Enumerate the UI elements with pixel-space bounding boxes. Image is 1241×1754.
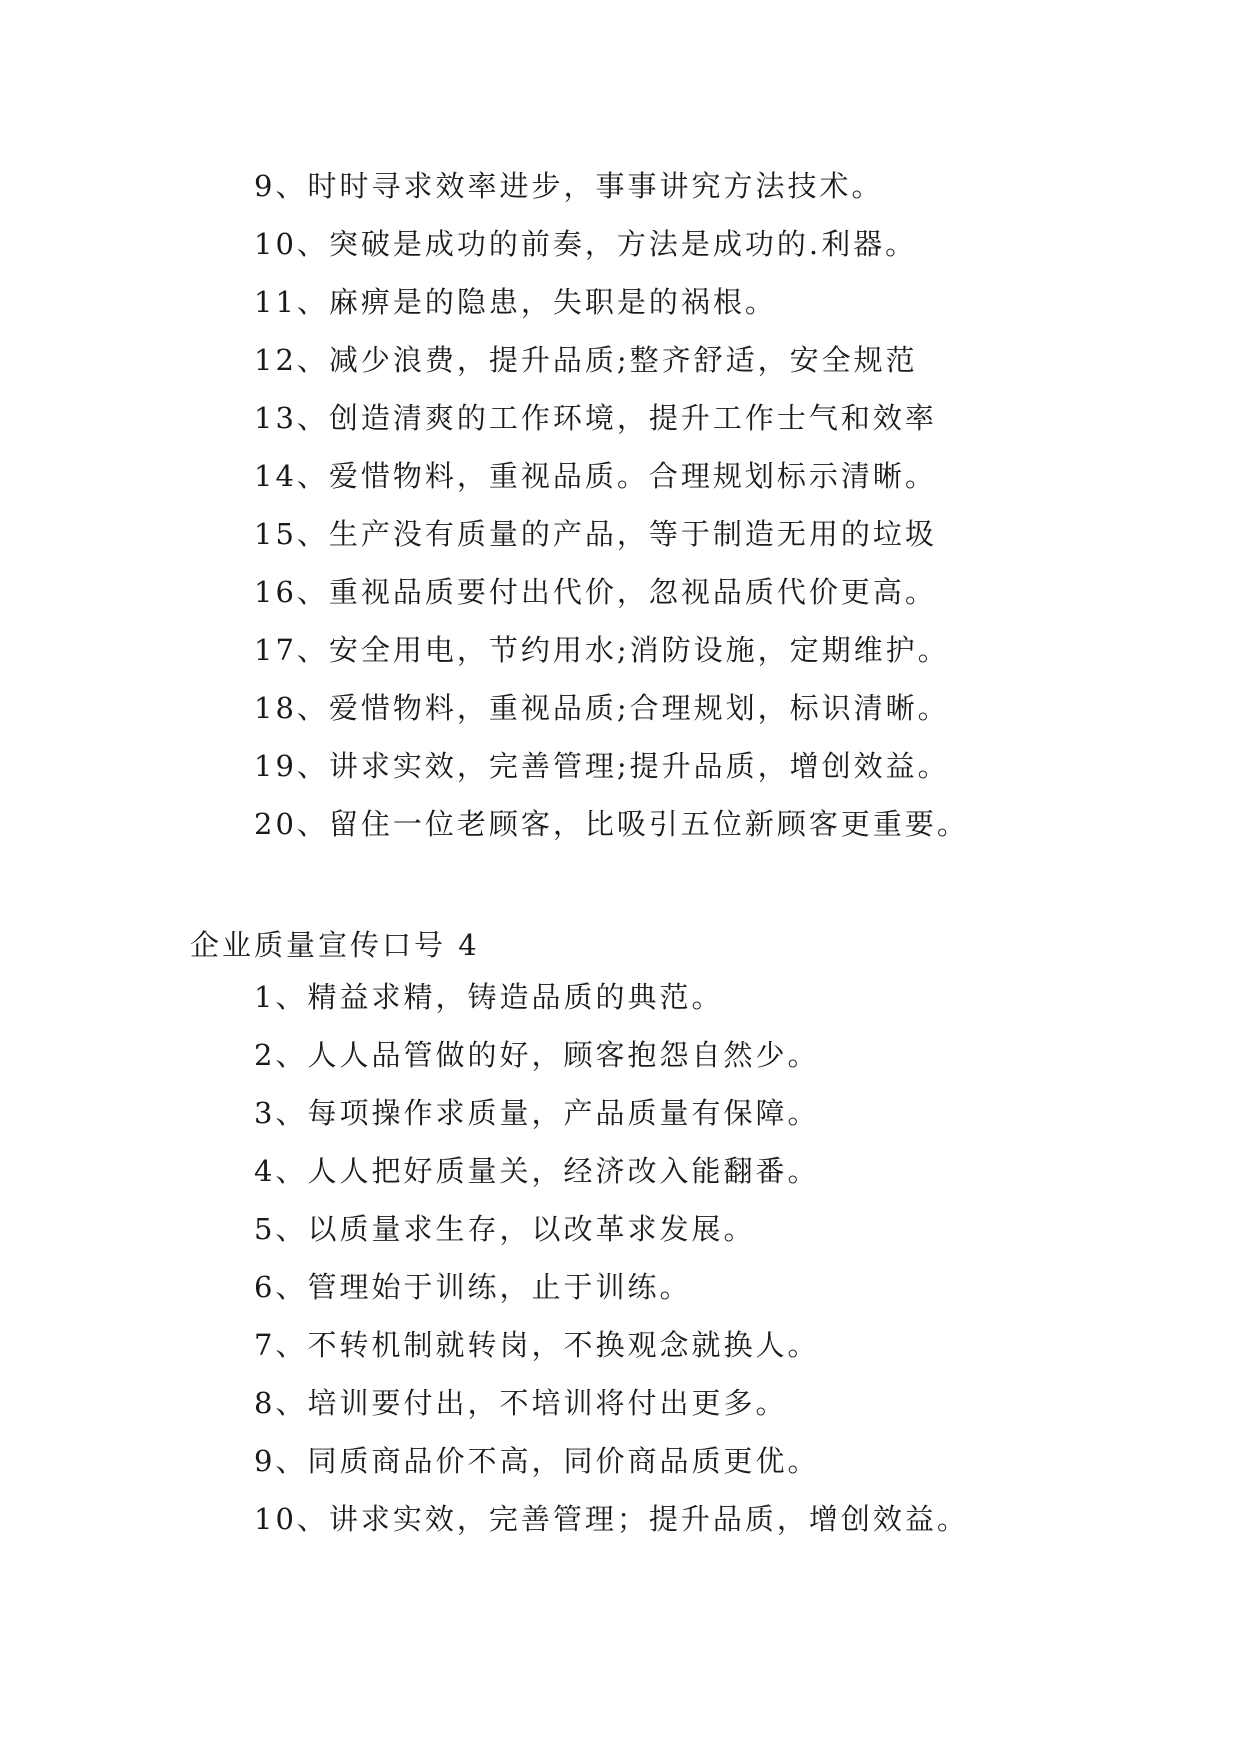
list-item: 1、精益求精，铸造品质的典范。	[254, 980, 724, 1014]
list-item: 9、时时寻求效率进步，事事讲究方法技术。	[254, 169, 884, 203]
list-item: 10、突破是成功的前奏，方法是成功的.利器。	[254, 227, 918, 261]
list-item: 14、爱惜物料，重视品质。合理规划标示清晰。	[254, 459, 937, 493]
list-item: 19、讲求实效，完善管理;提升品质，增创效益。	[254, 749, 950, 783]
slogan-list-continued	[0, 157, 1241, 853]
list-item: 18、爱惜物料，重视品质;合理规划，标识清晰。	[254, 691, 950, 725]
list-item: 9、同质商品价不高，同价商品质更优。	[254, 1444, 820, 1478]
list-item: 17、安全用电，节约用水;消防设施，定期维护。	[254, 633, 950, 667]
list-item: 7、不转机制就转岗，不换观念就换人。	[254, 1328, 820, 1362]
list-item: 4、人人把好质量关，经济改入能翻番。	[254, 1154, 820, 1188]
list-item: 5、以质量求生存，以改革求发展。	[254, 1212, 756, 1246]
list-item: 20、留住一位老顾客，比吸引五位新顾客更重要。	[254, 807, 969, 841]
list-item: 12、减少浪费，提升品质;整齐舒适，安全规范	[254, 343, 918, 377]
list-item: 15、生产没有质量的产品，等于制造无用的垃圾	[254, 517, 937, 551]
list-item: 13、创造清爽的工作环境，提升工作士气和效率	[254, 401, 937, 435]
list-item: 3、每项操作求质量，产品质量有保障。	[254, 1096, 820, 1130]
list-item: 16、重视品质要付出代价，忽视品质代价更高。	[254, 575, 937, 609]
list-item: 11、麻痹是的隐患，失职是的祸根。	[254, 285, 777, 319]
list-item: 2、人人品管做的好，顾客抱怨自然少。	[254, 1038, 820, 1072]
list-item: 8、培训要付出，不培训将付出更多。	[254, 1386, 788, 1420]
section-heading: 企业质量宣传口号 4	[190, 928, 480, 962]
list-item: 6、管理始于训练，止于训练。	[254, 1270, 692, 1304]
list-item: 10、讲求实效，完善管理；提升品质，增创效益。	[254, 1502, 969, 1536]
slogan-list-4	[0, 968, 1241, 1548]
